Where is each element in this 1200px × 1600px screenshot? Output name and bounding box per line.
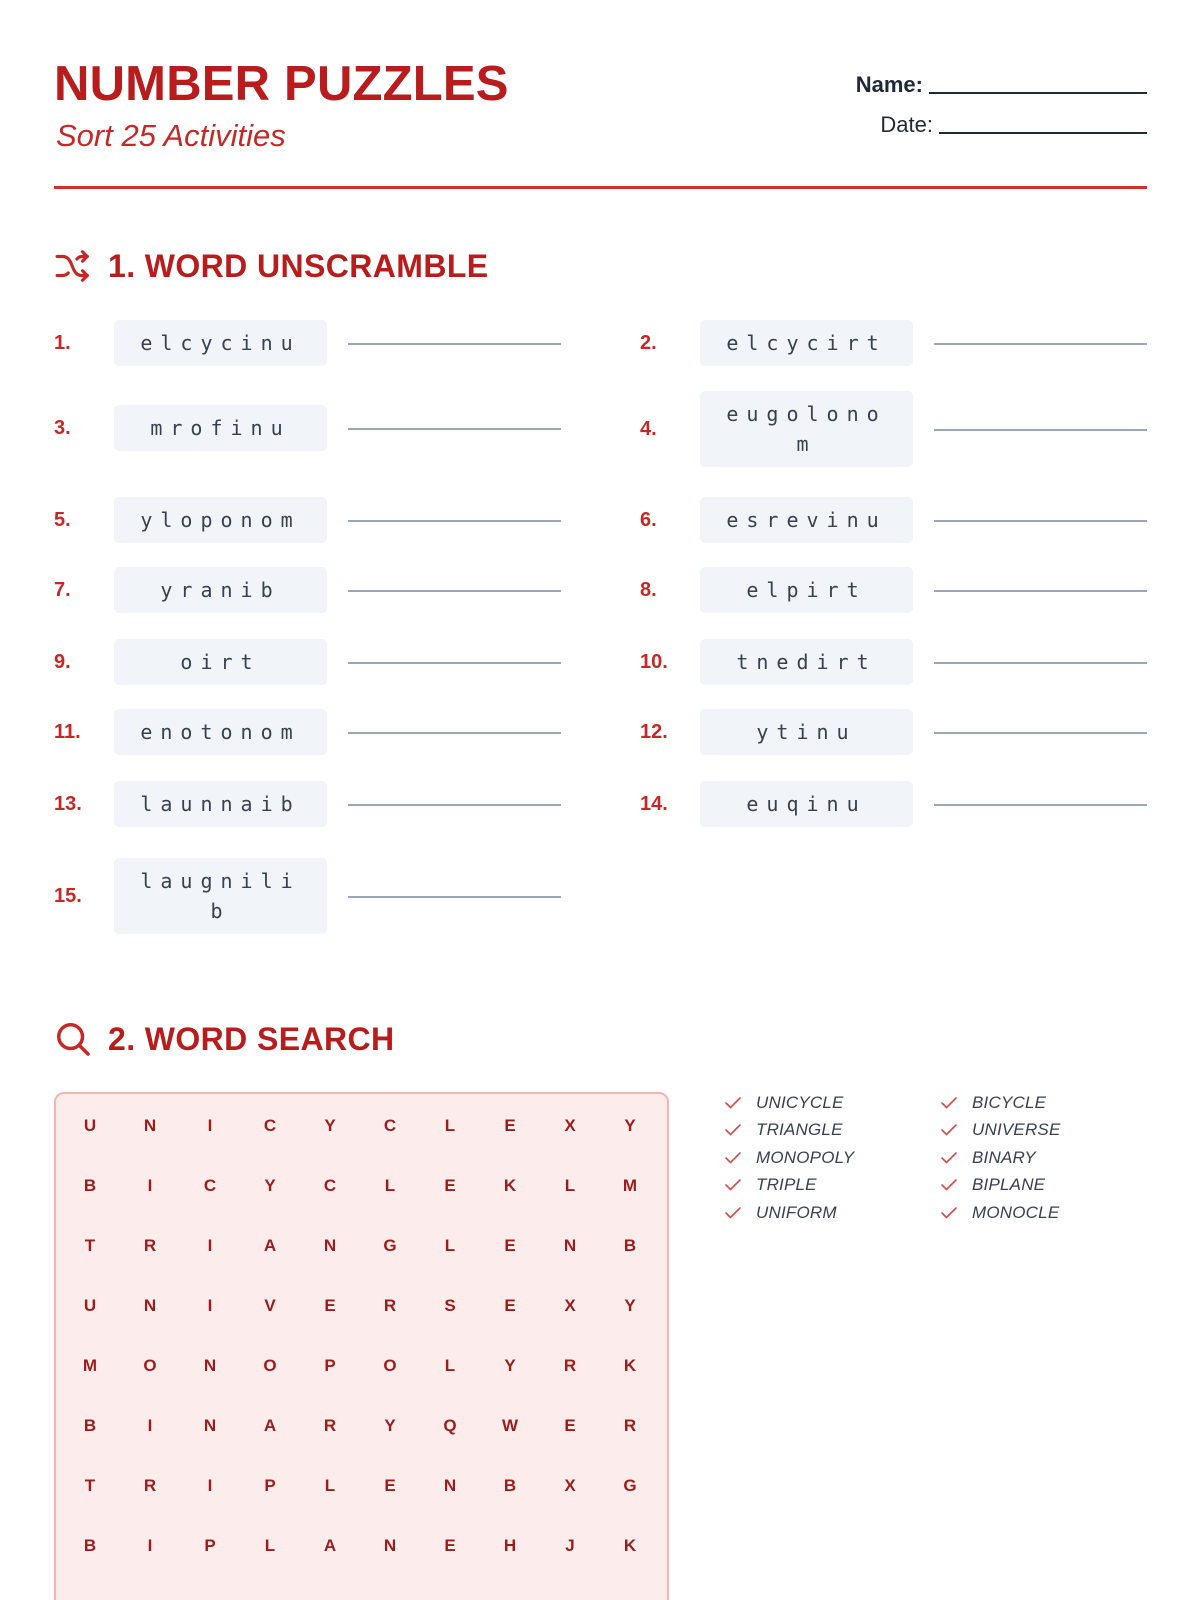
- worksheet-page: [54, 0, 1147, 1600]
- grid-letter[interactable]: W: [501, 1416, 519, 1435]
- grid-letter[interactable]: B: [83, 1176, 97, 1195]
- grid-letter[interactable]: K: [623, 1536, 637, 1555]
- scrambled-word: [700, 320, 913, 366]
- answer-line[interactable]: [348, 520, 561, 522]
- scrambled-text: esrevinu: [726, 508, 887, 532]
- scrambled-word: [114, 567, 327, 613]
- grid-letter[interactable]: N: [203, 1416, 217, 1435]
- grid-letter[interactable]: A: [323, 1536, 337, 1555]
- item-number: 14.: [640, 793, 668, 815]
- grid-letter[interactable]: O: [143, 1356, 157, 1375]
- grid-letter[interactable]: G: [623, 1476, 637, 1495]
- grid-letter[interactable]: B: [83, 1416, 97, 1435]
- grid-letter[interactable]: Q: [443, 1416, 457, 1435]
- section-unscramble-heading: [54, 247, 489, 285]
- check-icon: [940, 1178, 958, 1192]
- grid-row: [56, 1236, 667, 1266]
- grid-letter[interactable]: N: [143, 1296, 157, 1315]
- grid-letter[interactable]: P: [324, 1356, 336, 1375]
- check-icon: [724, 1123, 742, 1137]
- scrambled-word: [114, 858, 327, 934]
- grid-letter[interactable]: R: [143, 1236, 157, 1255]
- scrambled-word: [114, 781, 327, 827]
- scrambled-text: yloponom: [140, 508, 301, 532]
- check-icon: [724, 1151, 742, 1165]
- grid-letter[interactable]: Y: [504, 1356, 516, 1375]
- grid-letter[interactable]: U: [83, 1116, 97, 1135]
- section-title: 2. WORD SEARCH: [108, 1020, 395, 1057]
- grid-letter[interactable]: T: [84, 1236, 96, 1255]
- word-text: TRIANGLE: [756, 1120, 843, 1140]
- grid-letter[interactable]: I: [207, 1296, 213, 1315]
- grid-letter[interactable]: X: [564, 1116, 576, 1135]
- check-icon: [724, 1178, 742, 1192]
- scrambled-text: tnedirt: [736, 650, 877, 674]
- word-search-grid[interactable]: [54, 1092, 669, 1600]
- word-text: BICYCLE: [972, 1092, 1047, 1112]
- grid-letter[interactable]: N: [443, 1476, 457, 1495]
- grid-letter[interactable]: R: [143, 1476, 157, 1495]
- word-list-item: [940, 1199, 1061, 1227]
- check-icon: [940, 1096, 958, 1110]
- grid-letter[interactable]: A: [263, 1416, 277, 1435]
- scrambled-line-1: laugnili: [140, 869, 301, 893]
- scrambled-word: [700, 639, 913, 685]
- date-field[interactable]: [880, 112, 1147, 138]
- word-text: BIPLANE: [972, 1175, 1046, 1195]
- word-list-item: [724, 1172, 854, 1200]
- scrambled-text: mrofinu: [150, 416, 291, 440]
- word-list-item: [724, 1144, 854, 1172]
- scrambled-line-2: b: [210, 899, 231, 923]
- word-text: UNIVERSE: [972, 1120, 1061, 1140]
- answer-line[interactable]: [934, 429, 1147, 431]
- scrambled-text: elcycirt: [726, 331, 887, 355]
- grid-letter[interactable]: L: [444, 1116, 456, 1135]
- grid-letter[interactable]: L: [444, 1236, 456, 1255]
- scrambled-word: [114, 497, 327, 543]
- grid-letter[interactable]: I: [147, 1536, 153, 1555]
- scrambled-word: [700, 497, 913, 543]
- answer-line[interactable]: [934, 732, 1147, 734]
- grid-letter[interactable]: H: [503, 1536, 517, 1555]
- grid-letter[interactable]: E: [504, 1116, 516, 1135]
- grid-letter[interactable]: I: [147, 1176, 153, 1195]
- grid-letter[interactable]: Y: [324, 1116, 336, 1135]
- grid-letter[interactable]: P: [204, 1536, 216, 1555]
- grid-letter[interactable]: O: [263, 1356, 277, 1375]
- item-number: 2.: [640, 332, 657, 354]
- scrambled-word: [114, 709, 327, 755]
- word-list-item: [940, 1089, 1061, 1117]
- grid-letter[interactable]: C: [263, 1116, 277, 1135]
- word-list-column-1: [724, 1089, 854, 1227]
- word-list-item: [724, 1089, 854, 1117]
- word-text: UNICYCLE: [756, 1092, 844, 1112]
- word-text: UNIFORM: [756, 1202, 837, 1222]
- answer-line[interactable]: [934, 520, 1147, 522]
- grid-row: [56, 1116, 667, 1146]
- scrambled-word: [700, 781, 913, 827]
- answer-line[interactable]: [934, 662, 1147, 664]
- item-number: 5.: [54, 509, 71, 531]
- grid-letter[interactable]: E: [444, 1176, 456, 1195]
- grid-letter[interactable]: N: [203, 1356, 217, 1375]
- scrambled-word: [114, 639, 327, 685]
- grid-letter[interactable]: C: [383, 1116, 397, 1135]
- item-number: 9.: [54, 651, 71, 673]
- name-label: Name:: [855, 72, 923, 97]
- check-icon: [940, 1151, 958, 1165]
- word-list-item: [724, 1199, 854, 1227]
- word-text: TRIPLE: [756, 1175, 817, 1195]
- grid-letter[interactable]: E: [504, 1236, 516, 1255]
- scrambled-word: [700, 567, 913, 613]
- check-icon: [940, 1123, 958, 1137]
- word-list-item: [940, 1117, 1061, 1145]
- grid-letter[interactable]: Y: [624, 1296, 636, 1315]
- grid-letter[interactable]: V: [264, 1296, 276, 1315]
- item-number: 13.: [54, 793, 82, 815]
- item-number: 8.: [640, 579, 657, 601]
- grid-letter[interactable]: E: [324, 1296, 336, 1315]
- grid-letter[interactable]: Y: [384, 1416, 396, 1435]
- grid-letter[interactable]: B: [83, 1536, 97, 1555]
- word-text: MONOPOLY: [756, 1147, 855, 1167]
- grid-letter[interactable]: L: [564, 1176, 576, 1195]
- word-text: MONOCLE: [972, 1202, 1060, 1222]
- grid-letter[interactable]: I: [207, 1116, 213, 1135]
- page-subtitle: Sort 25 Activities: [56, 118, 286, 153]
- grid-letter[interactable]: B: [503, 1476, 517, 1495]
- grid-letter[interactable]: N: [563, 1236, 577, 1255]
- grid-letter[interactable]: S: [444, 1296, 456, 1315]
- grid-letter[interactable]: N: [143, 1116, 157, 1135]
- scrambled-word: [114, 320, 327, 366]
- grid-letter[interactable]: E: [444, 1536, 456, 1555]
- grid-row: [56, 1176, 667, 1206]
- date-label: Date:: [880, 112, 933, 137]
- check-icon: [724, 1206, 742, 1220]
- scrambled-line-2: m: [796, 432, 817, 456]
- grid-letter[interactable]: J: [565, 1536, 575, 1555]
- item-number: 15.: [54, 885, 82, 907]
- section-title: 1. WORD UNSCRAMBLE: [108, 247, 489, 284]
- grid-letter[interactable]: N: [323, 1236, 337, 1255]
- item-number: 11.: [54, 721, 81, 743]
- scrambled-word: [700, 709, 913, 755]
- item-number: 6.: [640, 509, 657, 531]
- word-text: BINARY: [972, 1147, 1036, 1167]
- answer-line[interactable]: [934, 804, 1147, 806]
- grid-letter[interactable]: E: [564, 1416, 576, 1435]
- check-icon: [940, 1206, 958, 1220]
- answer-line[interactable]: [348, 590, 561, 592]
- scrambled-text: enotonom: [140, 720, 301, 744]
- page-title: NUMBER PUZZLES: [54, 57, 509, 111]
- grid-letter[interactable]: M: [622, 1176, 638, 1195]
- grid-row: [56, 1476, 667, 1506]
- grid-letter[interactable]: T: [84, 1476, 96, 1495]
- answer-line[interactable]: [348, 804, 561, 806]
- header-divider: [54, 186, 1147, 189]
- grid-letter[interactable]: R: [383, 1296, 397, 1315]
- grid-letter[interactable]: C: [323, 1176, 337, 1195]
- word-list-item: [940, 1172, 1061, 1200]
- answer-line[interactable]: [348, 896, 561, 898]
- grid-letter[interactable]: L: [264, 1536, 276, 1555]
- grid-row: [56, 1296, 667, 1326]
- grid-letter[interactable]: A: [263, 1236, 277, 1255]
- scrambled-word: [700, 391, 913, 467]
- grid-letter[interactable]: Y: [264, 1176, 276, 1195]
- word-list-item: [724, 1117, 854, 1145]
- item-number: 1.: [54, 332, 71, 354]
- answer-line[interactable]: [348, 343, 561, 345]
- item-number: 7.: [54, 579, 71, 601]
- answer-line[interactable]: [348, 732, 561, 734]
- grid-letter[interactable]: I: [207, 1236, 213, 1255]
- scrambled-text: euqinu: [746, 792, 867, 816]
- grid-letter[interactable]: P: [264, 1476, 276, 1495]
- grid-letter[interactable]: L: [324, 1476, 336, 1495]
- item-number: 4.: [640, 418, 657, 440]
- shuffle-icon: [54, 247, 92, 285]
- grid-letter[interactable]: E: [504, 1296, 516, 1315]
- scrambled-text: elcycinu: [140, 331, 301, 355]
- grid-letter[interactable]: I: [207, 1476, 213, 1495]
- search-icon: [54, 1020, 92, 1058]
- grid-letter[interactable]: Y: [624, 1116, 636, 1135]
- section-wordsearch-heading: [54, 1020, 395, 1058]
- scrambled-text: launnaib: [140, 792, 301, 816]
- worksheet-header: [54, 52, 1147, 188]
- date-line[interactable]: [939, 132, 1147, 134]
- grid-letter[interactable]: I: [147, 1416, 153, 1435]
- name-line[interactable]: [929, 92, 1147, 94]
- name-field[interactable]: [856, 72, 1147, 98]
- scrambled-text: oirt: [180, 650, 261, 674]
- grid-letter[interactable]: X: [564, 1476, 576, 1495]
- word-list-item: [940, 1144, 1061, 1172]
- grid-row: [56, 1416, 667, 1446]
- grid-letter[interactable]: R: [623, 1416, 637, 1435]
- scrambled-text: yranib: [160, 578, 281, 602]
- item-number: 10.: [640, 651, 668, 673]
- grid-letter[interactable]: M: [82, 1356, 98, 1375]
- grid-letter[interactable]: R: [563, 1356, 577, 1375]
- grid-letter[interactable]: L: [444, 1356, 456, 1375]
- word-list-column-2: [940, 1089, 1061, 1227]
- scrambled-line-1: eugolono: [726, 402, 887, 426]
- grid-letter[interactable]: C: [203, 1176, 217, 1195]
- check-icon: [724, 1096, 742, 1110]
- item-number: 12.: [640, 721, 668, 743]
- grid-letter[interactable]: X: [564, 1296, 576, 1315]
- scrambled-text: ytinu: [756, 720, 857, 744]
- grid-letter[interactable]: R: [323, 1416, 337, 1435]
- grid-row: [56, 1356, 667, 1386]
- grid-letter[interactable]: B: [623, 1236, 637, 1255]
- grid-letter[interactable]: U: [83, 1296, 97, 1315]
- grid-letter[interactable]: E: [384, 1476, 396, 1495]
- answer-line[interactable]: [348, 428, 561, 430]
- grid-row: [56, 1536, 667, 1566]
- grid-letter[interactable]: N: [383, 1536, 397, 1555]
- scrambled-word: [114, 405, 327, 451]
- grid-letter[interactable]: K: [623, 1356, 637, 1375]
- grid-letter[interactable]: K: [503, 1176, 517, 1195]
- grid-letter[interactable]: O: [383, 1356, 397, 1375]
- answer-line[interactable]: [934, 343, 1147, 345]
- answer-line[interactable]: [348, 662, 561, 664]
- grid-letter[interactable]: G: [383, 1236, 397, 1255]
- item-number: 3.: [54, 417, 71, 439]
- grid-letter[interactable]: L: [384, 1176, 396, 1195]
- answer-line[interactable]: [934, 590, 1147, 592]
- scrambled-text: elpirt: [746, 578, 867, 602]
